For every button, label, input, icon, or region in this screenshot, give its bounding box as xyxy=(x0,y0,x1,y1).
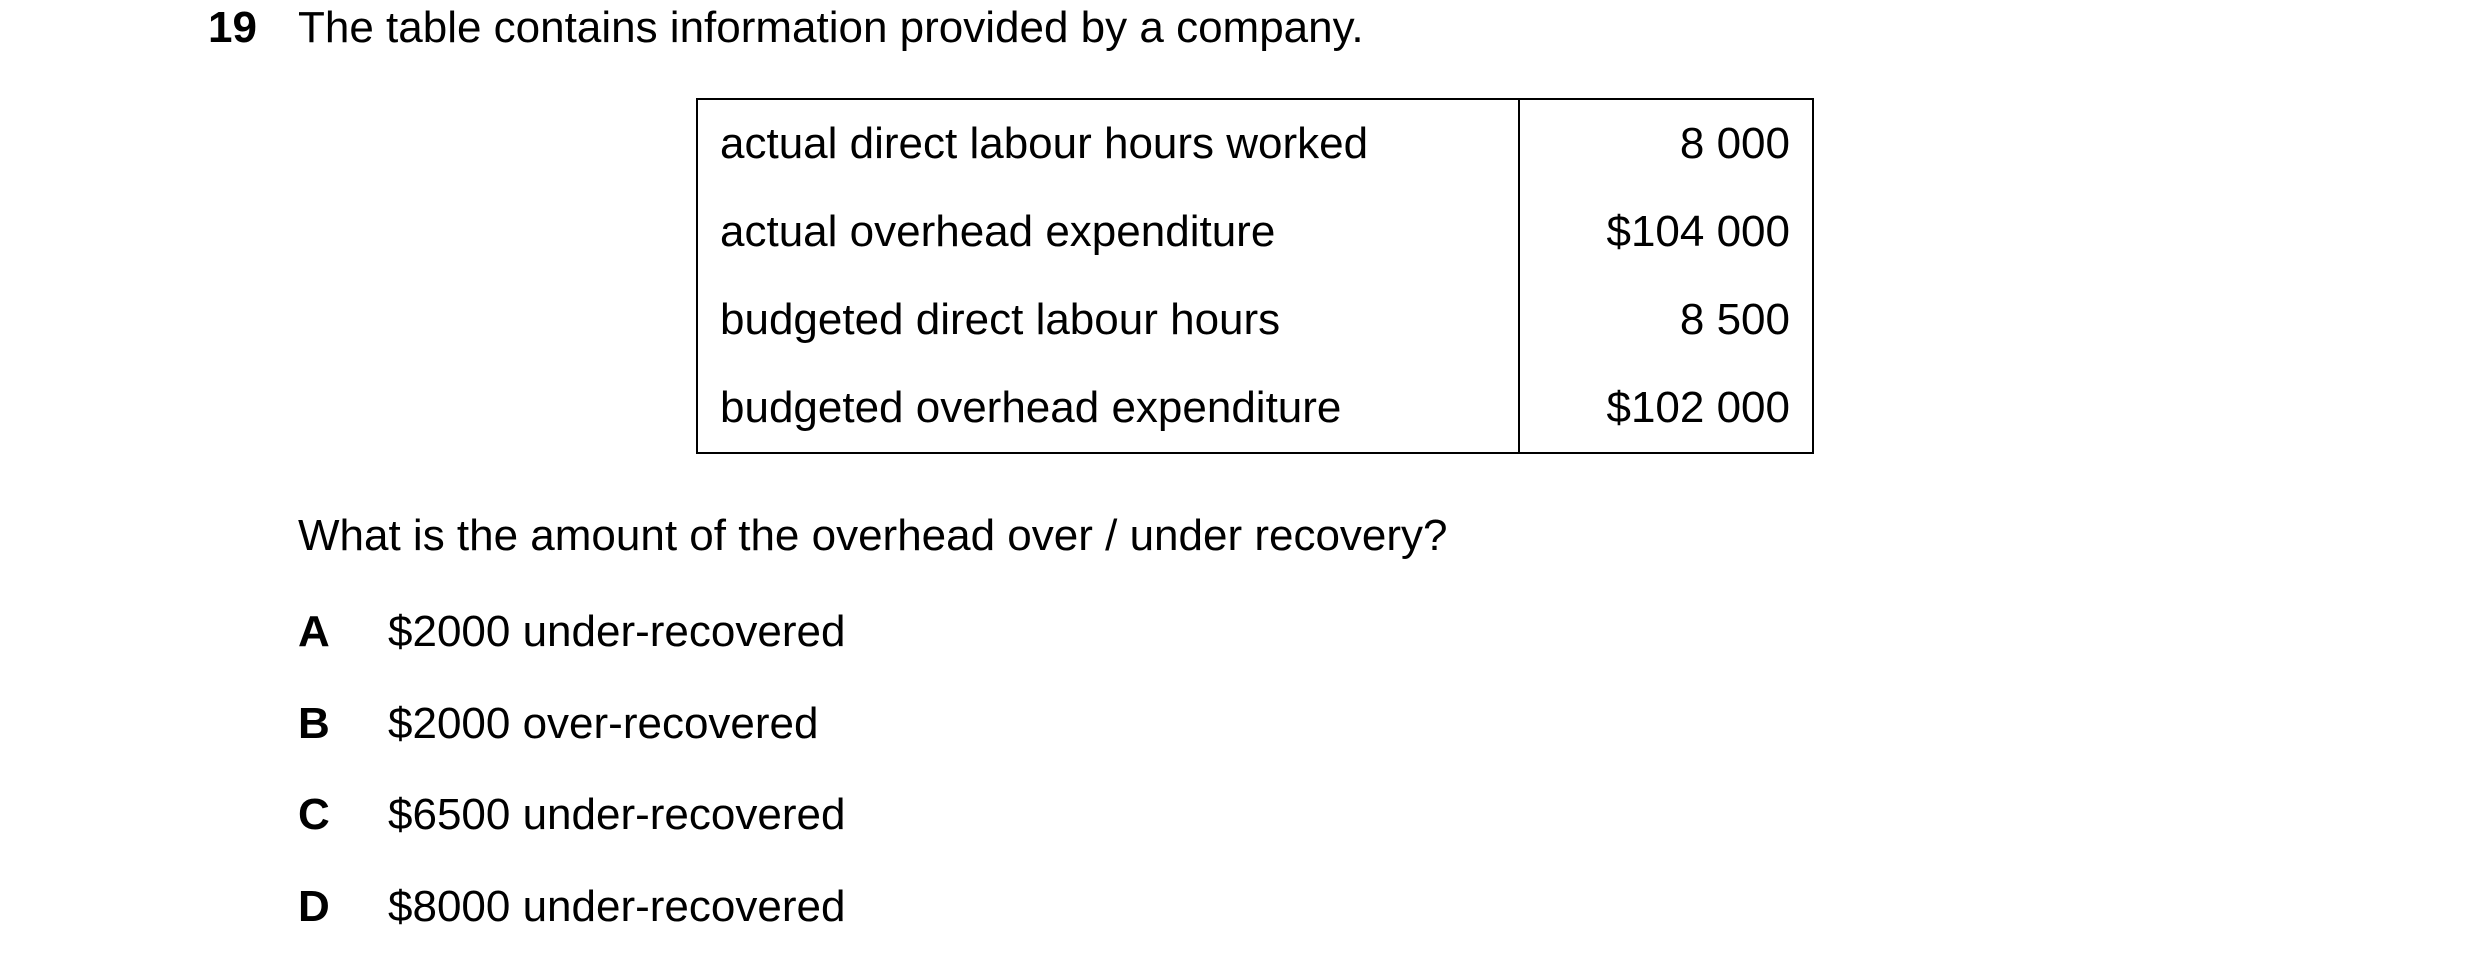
row-label: budgeted direct labour hours xyxy=(697,276,1519,364)
row-label: actual overhead expenditure xyxy=(697,188,1519,276)
row-label: actual direct labour hours worked xyxy=(697,99,1519,188)
question-prompt: What is the amount of the overhead over / under recovery? xyxy=(298,511,1448,560)
option-letter: B xyxy=(298,699,330,748)
option-text: $2000 under-recovered xyxy=(388,607,846,656)
information-table xyxy=(696,98,1814,454)
option-b[interactable] xyxy=(298,696,818,752)
option-letter: D xyxy=(298,882,330,931)
option-d[interactable] xyxy=(298,879,845,935)
row-value: $104 000 xyxy=(1519,188,1813,276)
row-value: $102 000 xyxy=(1519,364,1813,453)
option-text: $2000 over-recovered xyxy=(388,699,819,748)
option-c[interactable] xyxy=(298,787,845,843)
table-row xyxy=(697,99,1813,188)
option-a[interactable] xyxy=(298,604,845,660)
option-text: $8000 under-recovered xyxy=(388,882,846,931)
question-stem: The table contains information provided by a company. xyxy=(298,3,1364,52)
row-value: 8 500 xyxy=(1519,276,1813,364)
row-label: budgeted overhead expenditure xyxy=(697,364,1519,453)
option-letter: C xyxy=(298,790,330,839)
table-row xyxy=(697,364,1813,453)
option-text: $6500 under-recovered xyxy=(388,790,846,839)
option-letter: A xyxy=(298,607,330,656)
table-row xyxy=(697,188,1813,276)
question-number: 19 xyxy=(208,3,257,52)
row-value: 8 000 xyxy=(1519,99,1813,188)
table-row xyxy=(697,276,1813,364)
